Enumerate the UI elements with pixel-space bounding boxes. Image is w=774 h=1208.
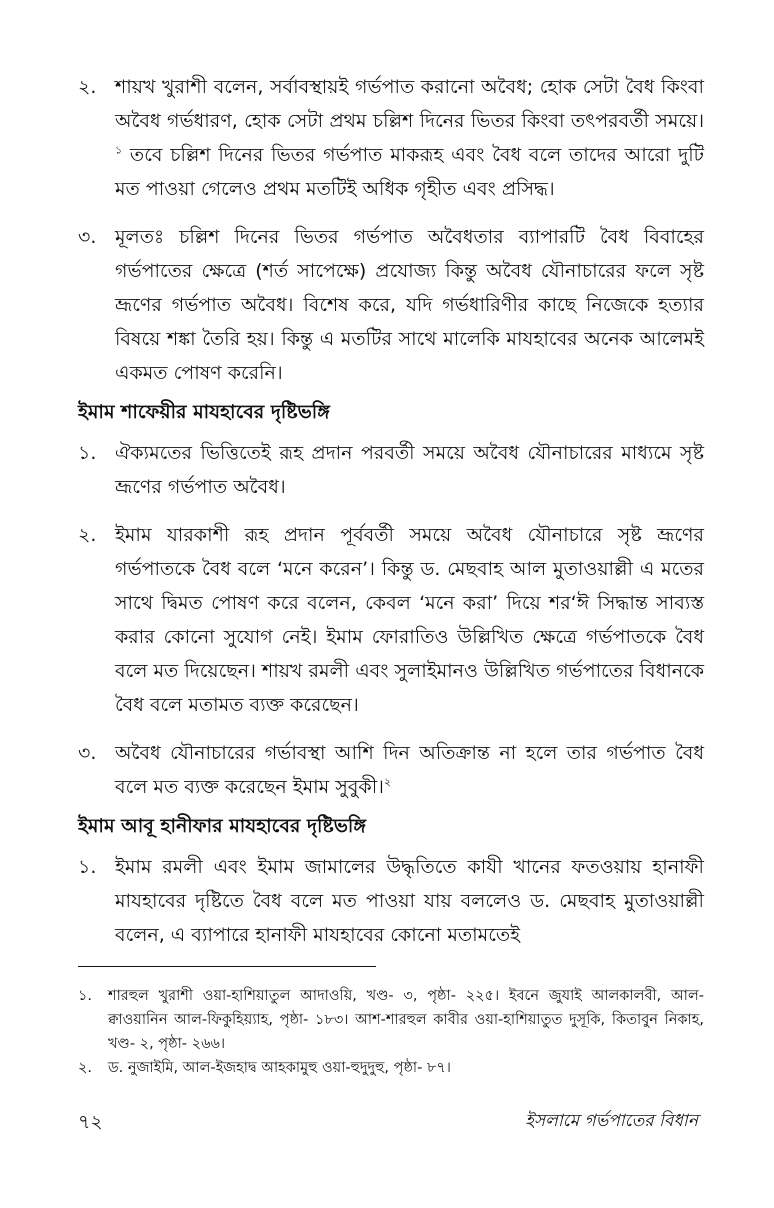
item-text: মূলতঃ চল্লিশ দিনের ভিতর গর্ভপাত অবৈধতার ব্যাপারটি বৈধ বিবাহের গর্ভপাতের ক্ষেত্রে (শর্ত সাপেক্ষে) প্রযোজ্য কিন্তু অবৈধ যৌনাচারের ফলে সৃষ্ট ভ্রূণের গর্ভপাত অবৈধ। বিশেষ করে, যদি গর্ভধারিণীর কাছে নিজেকে হত্যার বিষয়ে শঙ্কা তৈরি হয়। কিন্তু এ মতটির সাথে মালেকি মাযহাবের অনেক আলেমই একমত পোষণ করেনি। bbox=[115, 226, 704, 384]
section-heading-shafii: ইমাম শাফেয়ীর মাযহাবের দৃষ্টিভঙ্গি bbox=[78, 401, 330, 423]
item-text: ঐক্যমতের ভিত্তিতেই রূহ প্রদান পরবর্তী সময়ে অবৈধ যৌনাচারের মাধ্যমে সৃষ্ট ভ্রূণের গর্ভপাত অবৈধ। bbox=[115, 442, 704, 498]
item-text: অবৈধ যৌনাচারের গর্ভাবস্থা আশি দিন অতিক্রান্ত না হলে তার গর্ভপাত বৈধ বলে মত ব্যক্ত করেছেন ইমাম সুবুকী।$^২$ bbox=[115, 742, 704, 798]
footnote-text: ড. নুজাইমি, আল-ইজহাদ্ব আহকামুহু ওয়া-হুদুদুহু, পৃষ্ঠা- ৮৭। bbox=[108, 1060, 451, 1076]
footnote-ref: ২ bbox=[383, 775, 392, 789]
list-item bbox=[78, 220, 704, 390]
item-number: ১. bbox=[78, 442, 97, 464]
list-item bbox=[78, 736, 704, 804]
footnote-divider bbox=[78, 966, 376, 967]
item-text: ইমাম যারকাশী রূহ প্রদান পূর্ববর্তী সময়ে অবৈধ যৌনাচারে সৃষ্ট ভ্রূণের গর্ভপাতকে বৈধ বলে ‘মনে করেন’। কিন্তু ড. মেছবাহ আল মুতাওয়াল্লী এ মতের সাথে দ্বিমত পোষণ করে বলেন, কেবল ‘মনে করা’ দিয়ে শর‘ঈ সিদ্ধান্ত সাব্যস্ত করার কোনো সুযোগ নেই। ইমাম ফোরাতিও উল্লিখিত ক্ষেত্রে গর্ভপাতকে বৈধ বলে মত দিয়েছেন। শায়খ রমলী এবং সুলাইমানও উল্লিখিত গর্ভপাতের বিধানকে বৈধ বলে মতামত ব্যক্ত করেছেন। bbox=[115, 524, 704, 716]
list-item bbox=[78, 850, 704, 952]
footnote-number: ১. bbox=[78, 988, 93, 1004]
item-text: ইমাম রমলী এবং ইমাম জামালের উদ্ধৃতিতে কাযী খানের ফতওয়ায় হানাফী মাযহাবের দৃষ্টিতে বৈধ বলে মত পাওয়া যায় বললেও ড. মেছবাহ মুতাওয়াল্লী বলেন, এ ব্যাপারে হানাফী মাযহাবের কোনো মতামতেই bbox=[115, 856, 704, 946]
list-item bbox=[78, 518, 704, 722]
item-number: ৩. bbox=[78, 742, 97, 764]
main-text bbox=[78, 70, 704, 952]
section-heading-hanafi: ইমাম আবূ হানীফার মাযহাবের দৃষ্টিভঙ্গি bbox=[78, 815, 366, 837]
item-number: ২. bbox=[78, 524, 97, 546]
list-item bbox=[78, 70, 704, 206]
running-title: ইসলামে গর্ভপাতের বিধান bbox=[525, 1111, 698, 1131]
footnote-ref: ১ bbox=[115, 143, 123, 157]
page-number: ৭২ bbox=[78, 1111, 103, 1133]
footnote bbox=[78, 984, 704, 1056]
item-number: ১. bbox=[78, 856, 97, 878]
footnotes bbox=[78, 984, 704, 1080]
item-number: ২. bbox=[78, 76, 97, 98]
footnote-number: ২. bbox=[78, 1060, 93, 1076]
list-item bbox=[78, 436, 704, 504]
footnote-text: শারহুল খুরাশী ওয়া-হাশিয়াতুল আদাওয়ি, খণ্ড- ৩, পৃষ্ঠা- ২২৫। ইবনে জুযাই আলকালবী, আল-ক্বাওয়ানিন আল-ফিকুহিয়্যাহ, পৃষ্ঠা- ১৮৩। আশ-শারহুল কাবীর ওয়া-হাশিয়াতুত দুসূকি, কিতাবুন নিকাহ, খণ্ড- ২, পৃষ্ঠা- ২৬৬। bbox=[108, 988, 704, 1052]
item-number: ৩. bbox=[78, 226, 97, 248]
footnote bbox=[78, 1056, 704, 1080]
item-text: শায়খ খুরাশী বলেন, সর্বাবস্থায়ই গর্ভপাত করানো অবৈধ; হোক সেটা বৈধ কিংবা অবৈধ গর্ভধারণ, হোক সেটা প্রথম চল্লিশ দিনের ভিতর কিংবা তৎপরবর্তী সময়ে।$^১$ তবে চল্লিশ দিনের ভিতর গর্ভপাত মাকরূহ এবং বৈধ বলে তাদের আরো দুটি মত পাওয়া গেলেও প্রথম মতটিই অধিক গৃহীত এবং প্রসিদ্ধ। bbox=[115, 76, 704, 200]
